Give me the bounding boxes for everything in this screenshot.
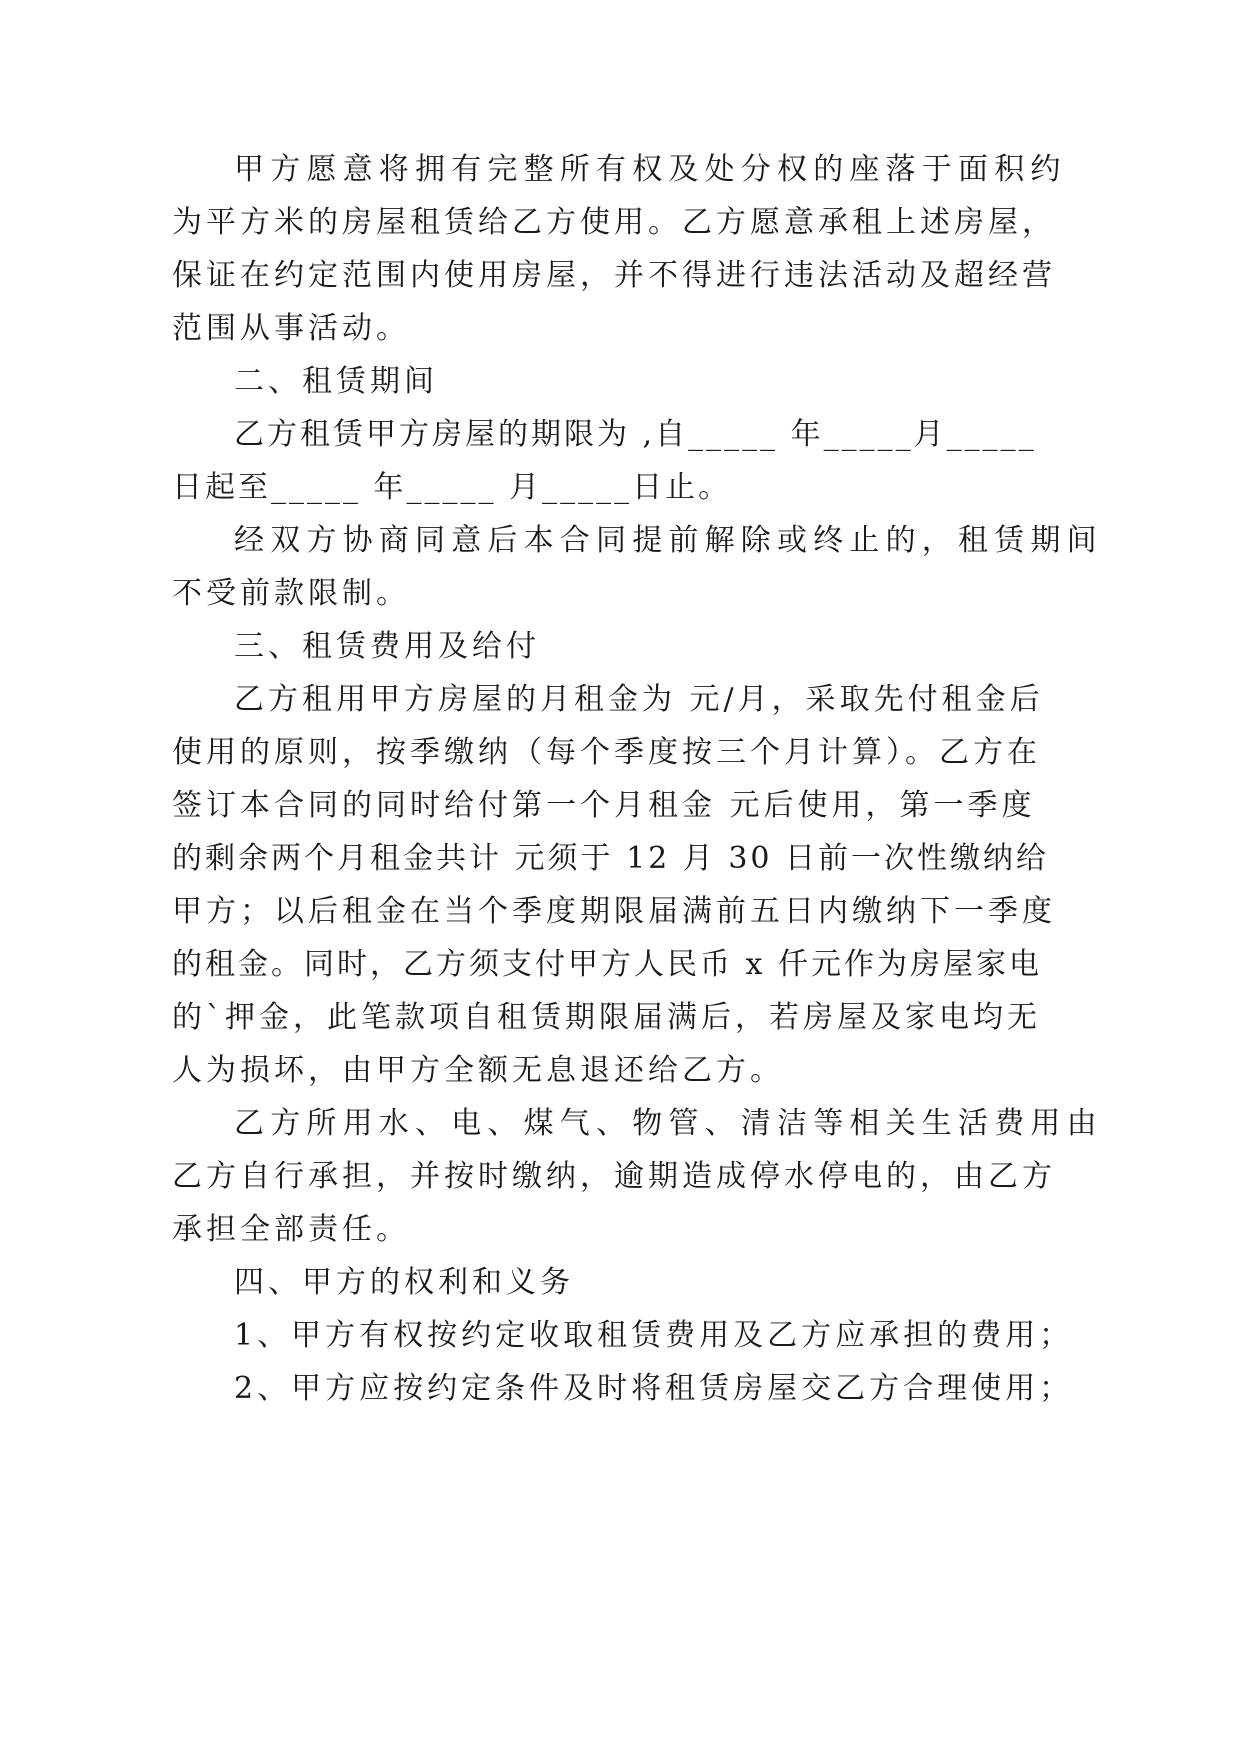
termination-line-1: 经双方协商同意后本合同提前解除或终止的，租赁期间 [234, 523, 1103, 558]
clause-4-1: 1、甲方有权按约定收取租赁费用及乙方应承担的费用； [234, 1318, 1074, 1353]
rent-line-8: 人为损坏，由甲方全额无息退还给乙方。 [172, 1053, 784, 1088]
lease-period-line-1: 乙方租赁甲方房屋的期限为 ,自_____ 年_____月_____ [234, 417, 1037, 452]
termination-line-2: 不受前款限制。 [172, 576, 410, 611]
utilities-line-3: 承担全部责任。 [172, 1212, 410, 1247]
paragraph-1-line-3: 保证在约定范围内使用房屋，并不得进行违法活动及超经营 [172, 258, 1056, 293]
paragraph-1-line-2: 为平方米的房屋租赁给乙方使用。乙方愿意承租上述房屋， [172, 205, 1056, 240]
section-heading-2: 二、租赁期间 [234, 364, 438, 399]
rent-line-2: 使用的原则，按季缴纳（每个季度按三个月计算）。乙方在 [172, 735, 1041, 770]
rent-line-6: 的租金。同时，乙方须支付甲方人民币 x 仟元作为房屋家电 [172, 947, 1042, 982]
rent-line-4: 的剩余两个月租金共计 元须于 12 月 30 日前一次性缴纳给 [172, 841, 1050, 876]
utilities-line-1: 乙方所用水、电、煤气、物管、清洁等相关生活费用由 [234, 1106, 1103, 1141]
clause-4-2: 2、甲方应按约定条件及时将租赁房屋交乙方合理使用； [234, 1371, 1074, 1406]
rent-line-7: 的`押金，此笔款项自租赁期限届满后，若房屋及家电均无 [172, 1000, 1041, 1035]
section-heading-3: 三、租赁费用及给付 [234, 629, 540, 664]
rent-line-5: 甲方；以后租金在当个季度期限届满前五日内缴纳下一季度 [172, 894, 1056, 929]
rent-line-1: 乙方租用甲方房屋的月租金为 元/月，采取先付租金后 [234, 682, 1044, 717]
paragraph-1-line-4: 范围从事活动。 [172, 311, 410, 346]
section-heading-4: 四、甲方的权利和义务 [234, 1265, 574, 1300]
rent-line-3: 签订本合同的同时给付第一个月租金 元后使用，第一季度 [172, 788, 1036, 823]
paragraph-1-line-1: 甲方愿意将拥有完整所有权及处分权的座落于面积约 [234, 152, 1067, 187]
utilities-line-2: 乙方自行承担，并按时缴纳，逾期造成停水停电的，由乙方 [172, 1159, 1056, 1194]
lease-period-line-2: 日起至_____ 年_____ 月_____日止。 [172, 470, 732, 505]
